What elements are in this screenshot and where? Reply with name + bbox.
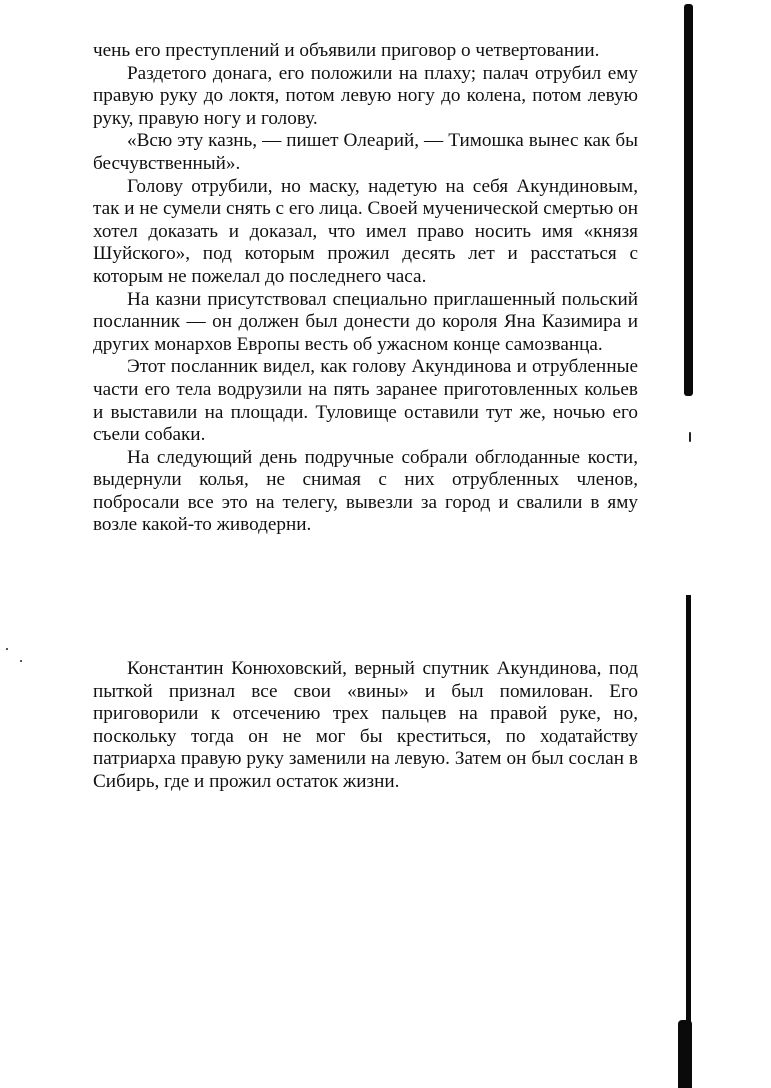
paragraph: чень его преступлений и объявили приговор о четвертовании. xyxy=(93,40,600,61)
scan-speck xyxy=(689,432,691,442)
main-text xyxy=(93,40,638,537)
scan-speck xyxy=(6,648,8,650)
paragraph: Константин Конюховский, верный спутник Акундинова, под пыткой признал все свои «вины» и был помилован. Его приговорили к отсечению трех пальцев на правой руке, но, поскольку тогда он не мог бы креститься, по ходатайству патриарха правую руку заменили на левую. Затем он был сослан в Сибирь, где и прожил остаток жизни. xyxy=(93,658,638,792)
scan-speck xyxy=(20,660,22,662)
paragraph: На казни присутствовал специально приглашенный польский посланник — он должен был донести до короля Яна Казимира и других монархов Европы весть об ужасном конце самозванца. xyxy=(93,288,638,355)
scan-edge-shadow-tail xyxy=(678,1020,692,1088)
scan-edge-shadow-bottom xyxy=(686,595,691,1083)
paragraph: «Всю эту казнь, — пишет Олеарий, — Тимошка вынес как бы бесчувственный». xyxy=(93,130,638,174)
scan-edge-shadow-top xyxy=(684,4,693,396)
paragraph: Раздетого донага, его положили на плаху; палач отрубил ему правую руку до локтя, потом левую ногу до колена, потом левую руку, правую ногу и голову. xyxy=(93,62,638,129)
paragraph: Этот посланник видел, как голову Акундинова и отрубленные части его тела водрузили на пять заранее приготовленных кольев и выставили на площади. Туловище оставили тут же, ночью его съели собаки. xyxy=(93,356,638,446)
paragraph: На следующий день подручные собрали обглоданные кости, выдернули колья, не снимая с них отрубленных членов, побросали все это на телегу, вывезли за город и свалили в яму возле какой-то живодерни. xyxy=(93,446,638,536)
afterword-text xyxy=(93,658,638,794)
paragraph: Голову отрубили, но маску, надетую на себя Акундиновым, так и не сумели снять с его лица. Своей мученической смертью он хотел доказать и доказал, что имел право носить имя «князя Шуйского», под которым прожил десять лет и расстаться с которым не пожелал до последнего часа. xyxy=(93,175,638,287)
